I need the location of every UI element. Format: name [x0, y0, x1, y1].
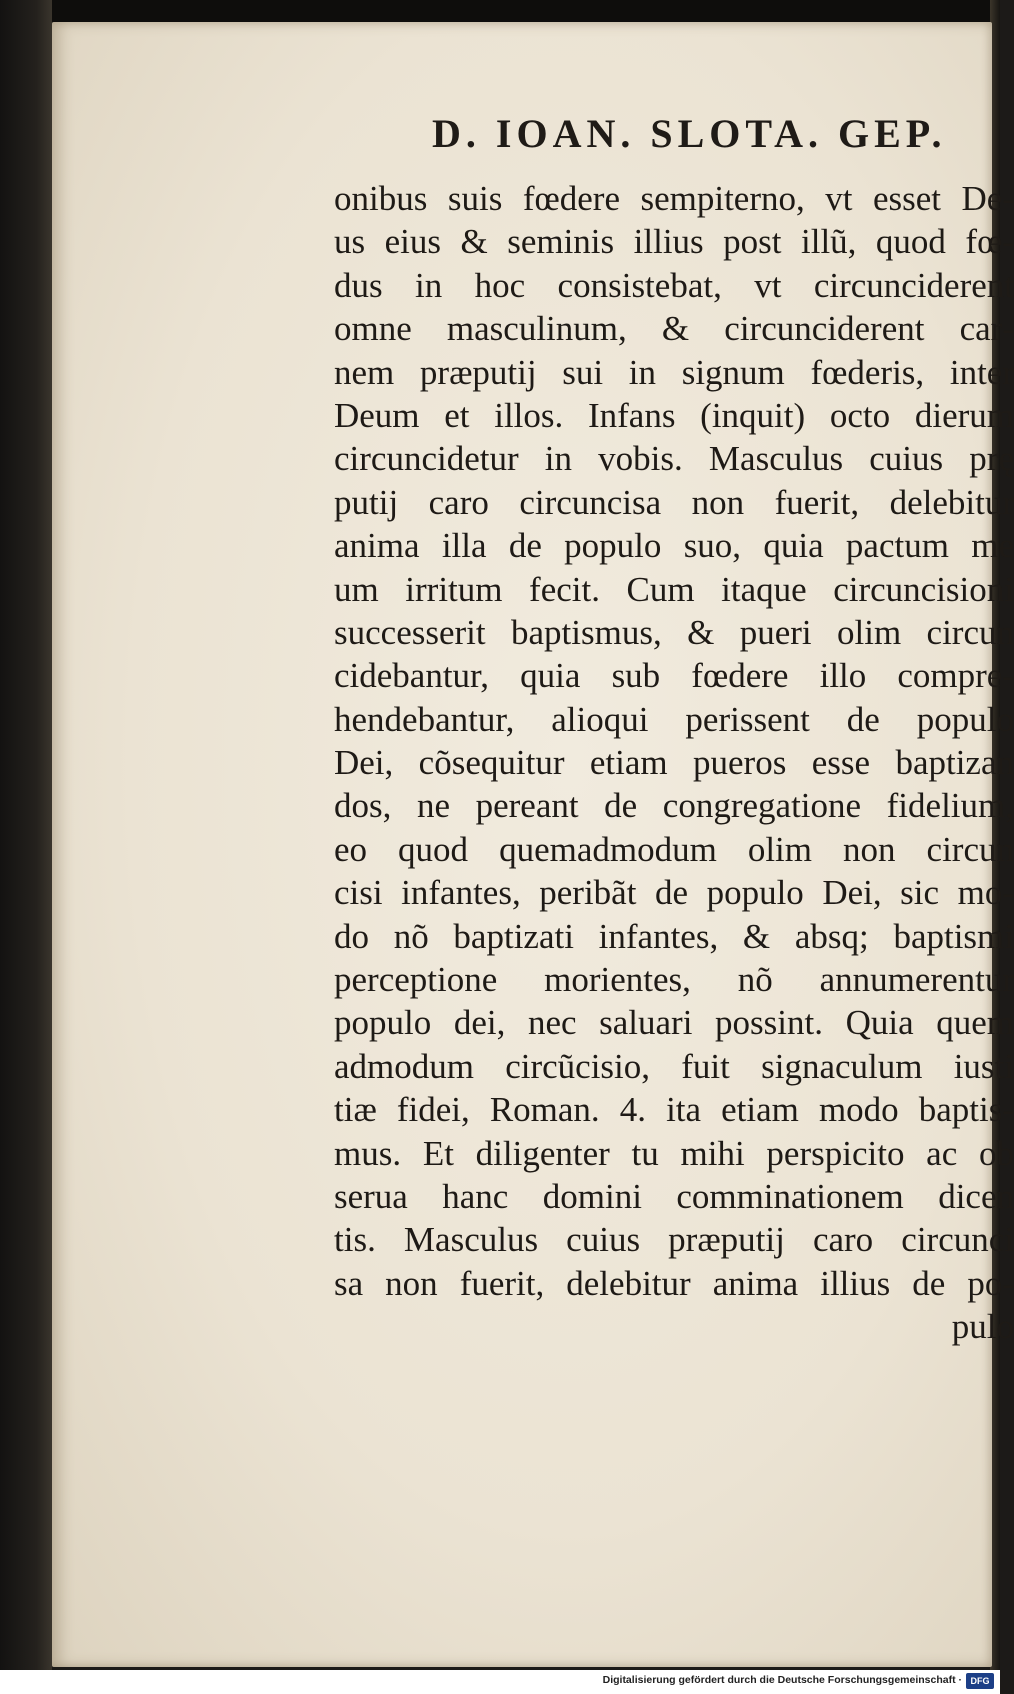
book-page [52, 22, 1014, 1667]
text-line: cidebantur, quia sub fœdere illo compre‑ [334, 656, 1014, 696]
text-line: tiæ fidei, Roman. 4. ita etiam modo baptis‑ [334, 1090, 1014, 1130]
text-line: putij caro circuncisa non fuerit, delebitur [334, 482, 1014, 522]
text-line: hendebantur, alioqui perissent de populo [334, 699, 1014, 739]
text-line: Dei, cõsequitur etiam pueros esse baptizan [334, 743, 1014, 783]
text-line: admodum circũcisio, fuit signaculum iusti [334, 1046, 1014, 1086]
text-line: sa non fuerit, delebitur anima illius de po‑ [334, 1263, 1014, 1303]
text-line: nem præputij sui in signum fœderis, inter [334, 352, 1014, 392]
text-line: do nõ baptizati infantes, & absq; baptismi [334, 916, 1014, 956]
text-line: Deum et illos. Infans (inquit) octo dierum [334, 395, 1014, 435]
funding-credit: Digitalisierung gefördert durch die Deutsche Forschungsgemeinschaft · [602, 1674, 962, 1686]
text-line: dos, ne pereant de congregatione fidelium, [334, 786, 1014, 826]
text-line: omne masculinum, & circunciderent car‑ [334, 309, 1014, 349]
text-line: anima illa de populo suo, quia pactum me [334, 526, 1014, 566]
text-line: successerit baptismus, & pueri olim circun [334, 612, 1014, 652]
body-text [334, 177, 1014, 1349]
catchword: pulo [951, 1307, 1014, 1347]
text-line: populo dei, nec saluari possint. Quia quem [334, 1003, 1014, 1043]
scan-top-border [0, 0, 1000, 22]
text-line: us eius & seminis illius post illũ, quod fœ‑ [334, 222, 1014, 262]
text-line: circuncidetur in vobis. Masculus cuius prę [334, 439, 1014, 479]
running-head: D. IOAN. SLOTA. GEP. [432, 111, 947, 156]
text-line: um irritum fecit. Cum itaque circuncisioni [334, 569, 1014, 609]
text-line: tis. Masculus cuius præputij caro circunci [334, 1220, 1014, 1260]
text-line: perceptione morientes, nõ annumerentur [334, 960, 1014, 1000]
text-line: mus. Et diligenter tu mihi perspicito ac ob [334, 1133, 1014, 1173]
text-line: cisi infantes, peribãt de populo Dei, sic mo‑ [334, 873, 1014, 913]
scan-left-edge [0, 0, 52, 1670]
dfg-logo-icon: DFG [966, 1673, 994, 1689]
text-line: dus in hoc consistebat, vt circunciderent [334, 265, 1014, 305]
text-line: onibus suis fœdere sempiterno, vt esset De‑ [334, 179, 1014, 218]
text-line: eo quod quemadmodum olim non circun [334, 829, 1014, 869]
digitization-footer [0, 1670, 1000, 1694]
text-line: serua hanc domini comminationem dicen [334, 1176, 1014, 1216]
